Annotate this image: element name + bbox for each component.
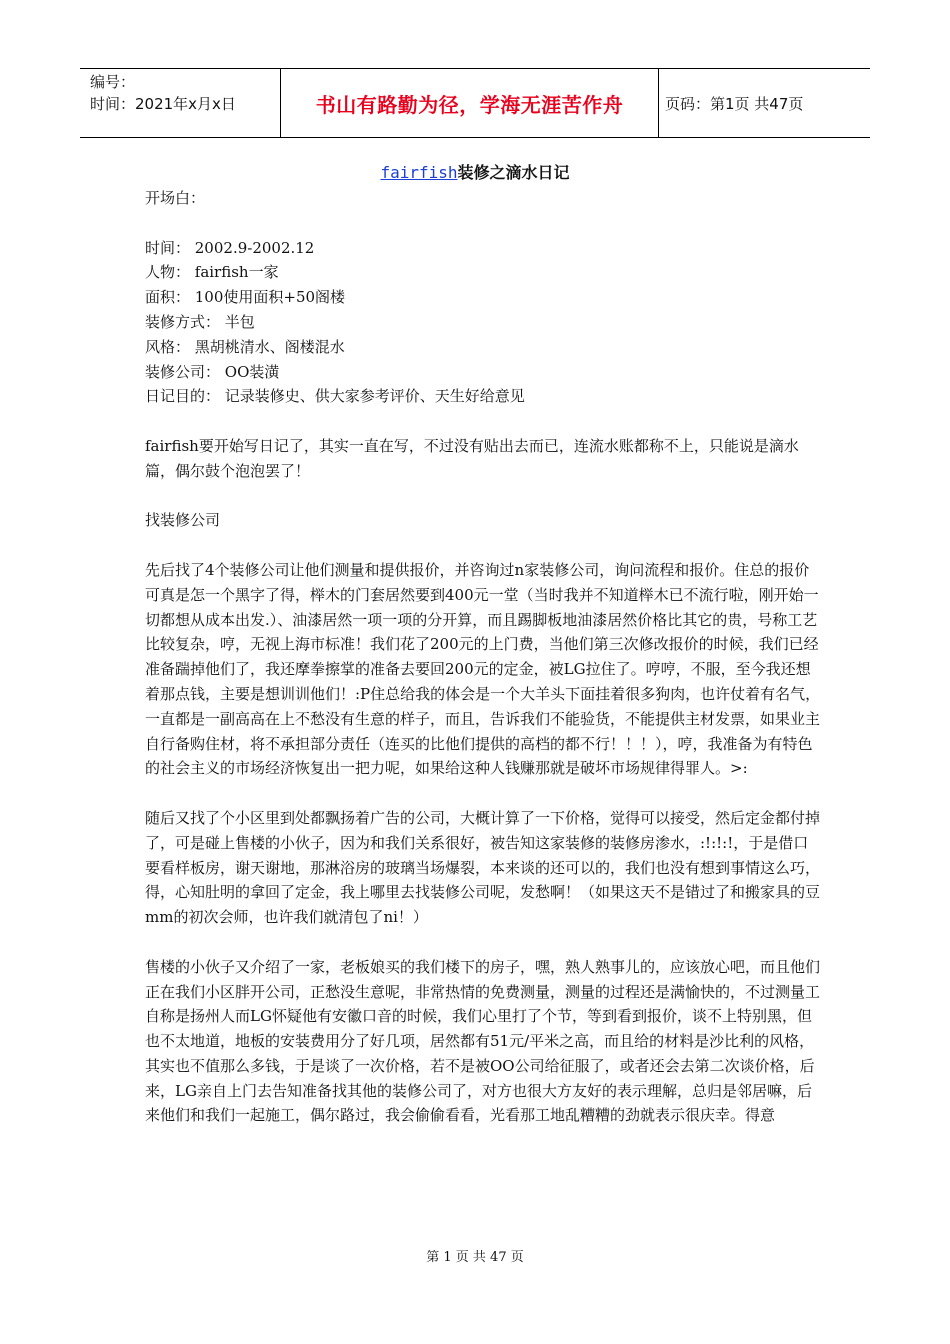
- header-meta: [80, 69, 281, 137]
- section-title: 找装修公司: [145, 511, 221, 530]
- document-body: [145, 186, 821, 1128]
- opening-line: 开场白：: [145, 189, 206, 207]
- intro-paragraph: fairfish要开始写日记了，其实一直在写，不过没有贴出去而已，连流水账都称不上，只能说是滴水篇，偶尔鼓个泡泡罢了！: [145, 436, 799, 480]
- paragraph-3: 售楼的小伙子又介绍了一家，老板娘买的我们楼下的房子，嘿，熟人熟事儿的，应该放心吧，而且他们正在我们小区胖开公司，正愁没生意呢，非常热情的免费测量，测量的过程还是满愉快的，不过测量工自称是扬州人而LG怀疑他有安徽口音的时候，我们心里打了个节，等到看到报价，谈不上特别黑，但也不太地道，地板的安装费用分了好几项，居然都有51元/平米之高，而且给的材料是沙比利的风格，其实也不值那么多钱，于是谈了一次价格，若不是被OO公司给征服了，或者还会去第二次谈价格，后来，LG亲自上门去告知准备找其他的装修公司了，对方也很大方友好的表示理解，总归是邻居嘛，后来他们和我们一起施工，偶尔路过，我会偷偷看看，光看那工地乱糟糟的劲就表示很庆幸。得意: [145, 957, 821, 1125]
- title-text: 装修之滴水日记: [457, 163, 570, 182]
- header-page-number: 页码：第1页 共47页: [665, 94, 804, 113]
- info-company: 装修公司： OO装潢: [145, 362, 280, 381]
- doc-time-label: 时间：2021年x月x日: [90, 95, 236, 113]
- header-motto-cell: [281, 69, 659, 137]
- document-title: [0, 160, 950, 183]
- page-header: [80, 68, 870, 138]
- info-people: 人物： fairfish一家: [145, 263, 279, 282]
- header-motto: 书山有路勤为径，学海无涯苦作舟: [315, 92, 624, 117]
- info-style: 风格： 黑胡桃清水、阁楼混水: [145, 337, 345, 356]
- info-method: 装修方式： 半包: [145, 312, 255, 331]
- paragraph-1: 先后找了4个装修公司让他们测量和提供报价，并咨询过n家装修公司，询问流程和报价。住总的报价可真是怎一个黑字了得，榉木的门套居然要到400元一堂（当时我并不知道榉木已不流行啦，刚开始一切都想从成本出发.）、油漆居然一项一项的分开算，而且踢脚板地油漆居然价格比其它的贵，号称工艺比较复杂，哼，无视上海市标准！我们花了200元的上门费，当他们第三次修改报价的时候，我们已经准备踹掉他们了，我还摩拳擦掌的准备去要回200元的定金，被LG拉住了。哼哼，不服，至今我还想着那点钱，主要是想训训他们！:P住总给我的体会是一个大羊头下面挂着很多狗肉，也许仗着有名气，一直都是一副高高在上不愁没有生意的样子，而且，告诉我们不能验货，不能提供主材发票，如果业主自行备购住材，将不承担部分责任（连买的比他们提供的高档的都不行！！！），哼，我准备为有特色的社会主义的市场经济恢复出一把力呢，如果给这种人钱赚那就是破坏市场规律得罪人。>:: [145, 560, 821, 778]
- info-area: 面积： 100使用面积+50阁楼: [145, 288, 346, 307]
- info-purpose: 日记目的： 记录装修史、供大家参考评价、天生好给意见: [145, 387, 525, 406]
- doc-number-label: 编号：: [90, 73, 136, 91]
- page-footer: 第 1 页 共 47 页: [426, 1250, 524, 1265]
- info-time: 时间： 2002.9-2002.12: [145, 238, 315, 257]
- header-page-cell: [659, 69, 870, 137]
- title-link[interactable]: fairfish: [380, 163, 458, 182]
- paragraph-2: 随后又找了个小区里到处都飘扬着广告的公司，大概计算了一下价格，觉得可以接受，然后定金都付掉了，可是碰上售楼的小伙子，因为和我们关系很好，被告知这家装修的装修房渗水，:!:!:!，于是借口要看样板房，谢天谢地，那淋浴房的玻璃当场爆裂，本来谈的还可以的，我们也没有想到事情这么巧，得，心知肚明的拿回了定金，我上哪里去找装修公司呢，发愁啊！（如果这天不是错过了和搬家具的豆mm的初次会师，也许我们就清包了ni！）: [145, 808, 821, 927]
